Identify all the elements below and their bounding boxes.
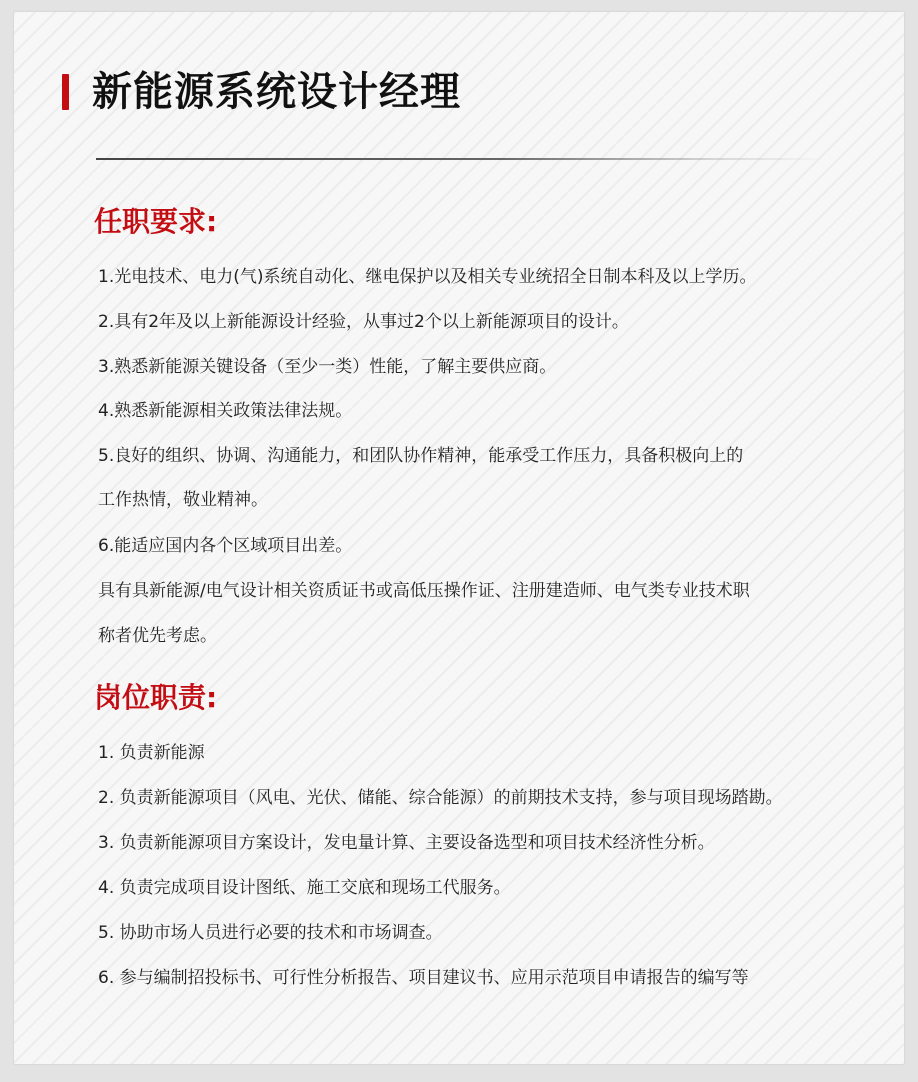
requirement-line: 工作热情，敬业精神。 [98, 490, 268, 510]
duty-line: 5. 协助市场人员进行必要的技术和市场调查。 [98, 923, 443, 943]
duty-line: 1. 负责新能源 [98, 743, 205, 763]
requirement-line: 5.良好的组织、协调、沟通能力，和团队协作精神，能承受工作压力，具备积极向上的 [98, 446, 744, 466]
duty-line: 2. 负责新能源项目（风电、光伏、储能、综合能源）的前期技术支持，参与项目现场踏勘。 [98, 788, 783, 808]
requirements-heading: 任职要求: [94, 205, 218, 238]
requirement-line: 3.熟悉新能源关键设备（至少一类）性能，了解主要供应商。 [98, 357, 557, 377]
title-accent-bar [62, 74, 69, 110]
requirement-line: 1.光电技术、电力(气)系统自动化、继电保护以及相关专业统招全日制本科及以上学历。 [98, 267, 757, 287]
duty-line: 4. 负责完成项目设计图纸、施工交底和现场工代服务。 [98, 878, 511, 898]
page-title: 新能源系统设计经理 [92, 69, 461, 115]
requirement-line: 2.具有2年及以上新能源设计经验，从事过2个以上新能源项目的设计。 [98, 312, 629, 332]
requirement-line: 6.能适应国内各个区域项目出差。 [98, 536, 353, 556]
duties-heading: 岗位职责: [94, 681, 218, 714]
requirement-line: 4.熟悉新能源相关政策法律法规。 [98, 401, 353, 421]
duty-line: 3. 负责新能源项目方案设计，发电量计算、主要设备选型和项目技术经济性分析。 [98, 833, 715, 853]
duty-line: 6. 参与编制招投标书、可行性分析报告、项目建议书、应用示范项目申请报告的编写等 [98, 968, 749, 988]
requirement-line: 具有具新能源/电气设计相关资质证书或高低压操作证、注册建造师、电气类专业技术职 [98, 581, 750, 601]
requirement-line: 称者优先考虑。 [98, 626, 217, 646]
job-posting-card [14, 12, 904, 1064]
title-divider [96, 158, 826, 160]
